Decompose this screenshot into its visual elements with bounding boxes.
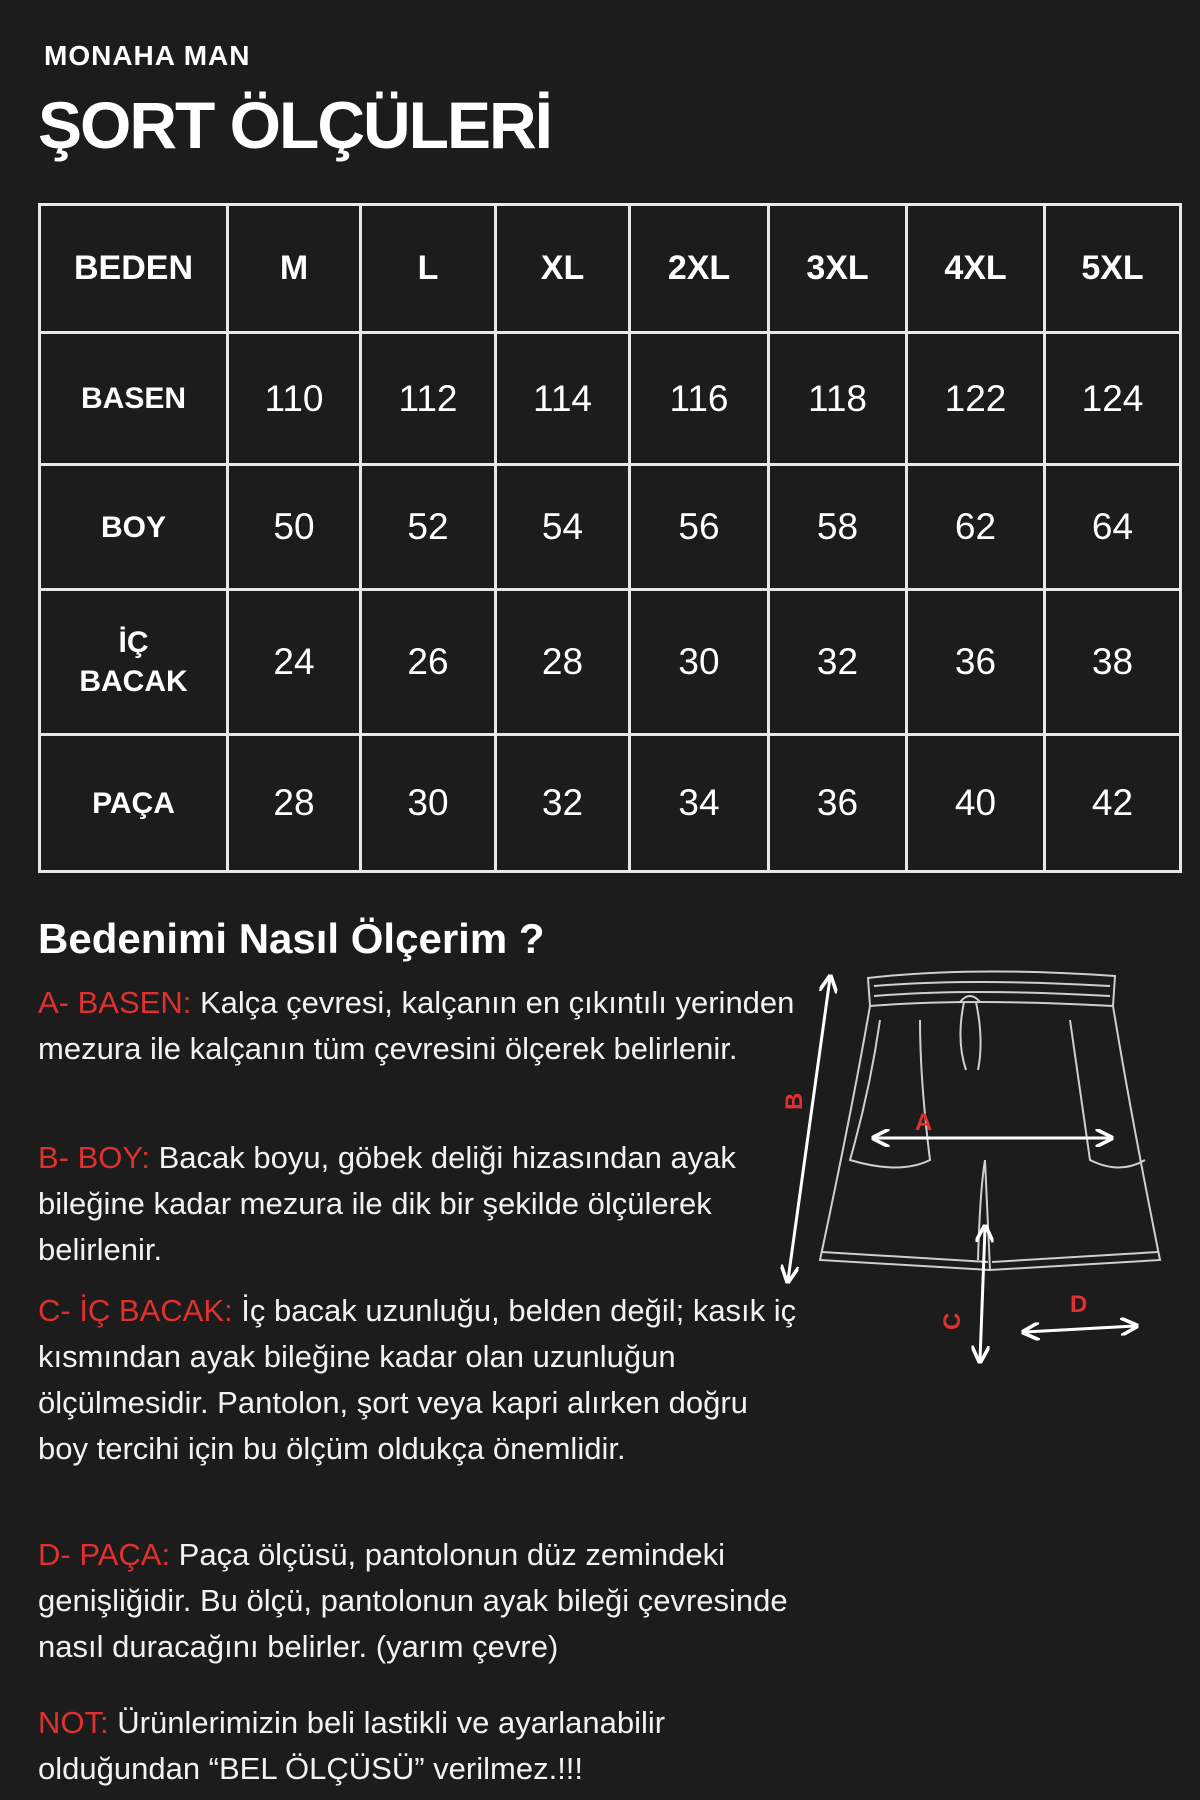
table-cell: 114: [496, 333, 630, 465]
description-key: A- BASEN:: [38, 985, 192, 1020]
table-cell: 30: [630, 590, 769, 735]
description-text: Paça ölçüsü, pantolonun düz zemindeki genişliğidir. Bu ölçü, pantolonun ayak bileği çevresinde nasıl duracağını belirler. (yarım çevre): [38, 1537, 788, 1664]
table-cell: 28: [228, 735, 361, 872]
header-cell: 3XL: [769, 205, 907, 333]
table-cell: 42: [1045, 735, 1181, 872]
page-title: ŞORT ÖLÇÜLERİ: [38, 88, 551, 162]
table-cell: 54: [496, 465, 630, 590]
brand-name: MONAHA MAN: [44, 40, 251, 71]
shorts-outline-icon: [820, 971, 1160, 1270]
header-cell: 5XL: [1045, 205, 1181, 333]
row-label: PAÇA: [40, 735, 228, 872]
description-paca: [38, 1532, 798, 1670]
table-cell: 28: [496, 590, 630, 735]
table-row: [40, 333, 1181, 465]
how-to-measure-title: Bedenimi Nasıl Ölçerim ?: [38, 915, 545, 962]
table-cell: 50: [228, 465, 361, 590]
table-cell: 32: [769, 590, 907, 735]
diagram-label-a: A: [915, 1109, 933, 1136]
row-label: BASEN: [40, 333, 228, 465]
table-cell: 62: [907, 465, 1045, 590]
note-key: NOT:: [38, 1705, 109, 1740]
diagram-label-d: D: [1070, 1291, 1088, 1318]
diagram-label-c: C: [939, 1312, 966, 1330]
table-cell: 36: [769, 735, 907, 872]
table-cell: 112: [361, 333, 496, 465]
size-chart-table: [38, 203, 1182, 873]
table-cell: 64: [1045, 465, 1181, 590]
header-cell: 4XL: [907, 205, 1045, 333]
table-cell: 124: [1045, 333, 1181, 465]
header-cell: 2XL: [630, 205, 769, 333]
table-cell: 38: [1045, 590, 1181, 735]
note-text: [38, 1700, 798, 1792]
row-label: İÇ BACAK: [40, 590, 228, 735]
table-cell: 116: [630, 333, 769, 465]
table-row: [40, 735, 1181, 872]
description-boy: [38, 1135, 798, 1273]
table-header-row: [40, 205, 1181, 333]
table-cell: 52: [361, 465, 496, 590]
table-cell: 34: [630, 735, 769, 872]
table-cell: 30: [361, 735, 496, 872]
note-body: Ürünlerimizin beli lastikli ve ayarlanabilir olduğundan “BEL ÖLÇÜSÜ” verilmez.!!!: [38, 1705, 666, 1786]
description-text: Kalça çevresi, kalçanın en çıkıntılı yerinden mezura ile kalçanın tüm çevresini ölçerek belirlenir.: [38, 985, 795, 1066]
table-cell: 118: [769, 333, 907, 465]
diagram-label-b: B: [781, 1092, 808, 1110]
table-row: [40, 465, 1181, 590]
header-cell: L: [361, 205, 496, 333]
description-ic-bacak: [38, 1288, 798, 1472]
table-cell: 58: [769, 465, 907, 590]
description-key: B- BOY:: [38, 1140, 150, 1175]
description-text: İç bacak uzunluğu, belden değil; kasık iç kısmından ayak bileğine kadar olan uzunluğun ölçülmesidir. Pantolon, şort veya kapri alırken doğru boy tercihi için bu ölçüm oldukça önemlidir.: [38, 1293, 797, 1466]
table-cell: 24: [228, 590, 361, 735]
table-cell: 32: [496, 735, 630, 872]
table-cell: 56: [630, 465, 769, 590]
table-cell: 110: [228, 333, 361, 465]
shorts-diagram: [770, 960, 1170, 1380]
table-cell: 26: [361, 590, 496, 735]
header-cell: M: [228, 205, 361, 333]
description-key: C- İÇ BACAK:: [38, 1293, 233, 1328]
description-text: Bacak boyu, göbek deliği hizasından ayak bileğine kadar mezura ile dik bir şekilde ölçülerek belirlenir.: [38, 1140, 736, 1267]
header-cell: XL: [496, 205, 630, 333]
table-row: [40, 590, 1181, 735]
table-cell: 36: [907, 590, 1045, 735]
description-basen: [38, 980, 798, 1072]
table-cell: 40: [907, 735, 1045, 872]
table-cell: 122: [907, 333, 1045, 465]
header-cell: BEDEN: [40, 205, 228, 333]
row-label: BOY: [40, 465, 228, 590]
description-key: D- PAÇA:: [38, 1537, 171, 1572]
